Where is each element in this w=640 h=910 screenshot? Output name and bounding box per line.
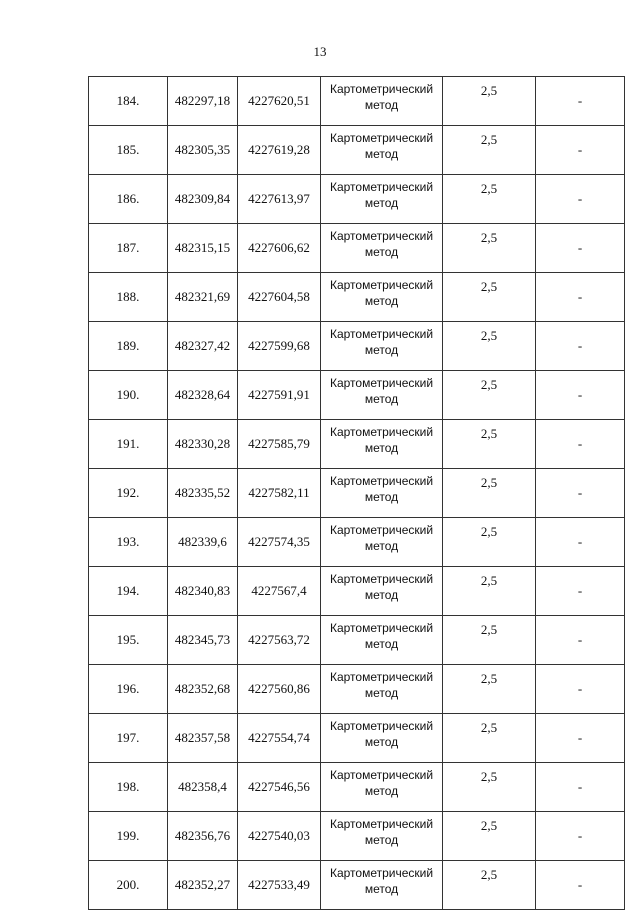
method-line-1: Картометрический	[329, 474, 434, 488]
method-cell	[321, 812, 443, 861]
table-row	[89, 518, 625, 567]
table-row	[89, 714, 625, 763]
method-cell	[321, 77, 443, 126]
accuracy-cell: 2,5	[443, 469, 536, 518]
table-row	[89, 665, 625, 714]
table-row	[89, 763, 625, 812]
point-number-cell: 187.	[89, 224, 168, 273]
x-coordinate-cell: 482357,58	[168, 714, 238, 763]
table-body	[89, 77, 625, 910]
method-line-1: Картометрический	[329, 572, 434, 586]
x-coordinate-cell: 482297,18	[168, 77, 238, 126]
point-number-cell: 195.	[89, 616, 168, 665]
point-number-cell: 192.	[89, 469, 168, 518]
point-number-cell: 185.	[89, 126, 168, 175]
description-cell: -	[536, 77, 625, 126]
x-coordinate-cell: 482356,76	[168, 812, 238, 861]
y-coordinate-cell: 4227585,79	[238, 420, 321, 469]
method-line-2: метод	[364, 441, 399, 455]
y-coordinate-cell: 4227567,4	[238, 567, 321, 616]
method-cell	[321, 126, 443, 175]
method-line-2: метод	[364, 539, 399, 553]
description-cell: -	[536, 861, 625, 910]
point-number-cell: 188.	[89, 273, 168, 322]
method-line-1: Картометрический	[329, 768, 434, 782]
y-coordinate-cell: 4227554,74	[238, 714, 321, 763]
accuracy-cell: 2,5	[443, 567, 536, 616]
description-cell: -	[536, 665, 625, 714]
x-coordinate-cell: 482339,6	[168, 518, 238, 567]
method-line-2: метод	[364, 637, 399, 651]
y-coordinate-cell: 4227582,11	[238, 469, 321, 518]
method-cell	[321, 714, 443, 763]
method-cell	[321, 567, 443, 616]
method-line-2: метод	[364, 490, 399, 504]
x-coordinate-cell: 482358,4	[168, 763, 238, 812]
method-cell	[321, 371, 443, 420]
description-cell: -	[536, 273, 625, 322]
table-row	[89, 224, 625, 273]
method-cell	[321, 224, 443, 273]
method-line-1: Картометрический	[329, 180, 434, 194]
x-coordinate-cell: 482321,69	[168, 273, 238, 322]
method-cell	[321, 175, 443, 224]
method-cell	[321, 861, 443, 910]
table-row	[89, 812, 625, 861]
description-cell: -	[536, 714, 625, 763]
method-cell	[321, 273, 443, 322]
accuracy-cell: 2,5	[443, 420, 536, 469]
y-coordinate-cell: 4227574,35	[238, 518, 321, 567]
x-coordinate-cell: 482328,64	[168, 371, 238, 420]
y-coordinate-cell: 4227591,91	[238, 371, 321, 420]
method-line-2: метод	[364, 245, 399, 259]
table-row	[89, 126, 625, 175]
accuracy-cell: 2,5	[443, 126, 536, 175]
accuracy-cell: 2,5	[443, 812, 536, 861]
method-line-2: метод	[364, 833, 399, 847]
x-coordinate-cell: 482335,52	[168, 469, 238, 518]
point-number-cell: 184.	[89, 77, 168, 126]
method-line-2: метод	[364, 343, 399, 357]
method-line-2: метод	[364, 392, 399, 406]
method-line-2: метод	[364, 98, 399, 112]
y-coordinate-cell: 4227619,28	[238, 126, 321, 175]
method-cell	[321, 763, 443, 812]
method-line-1: Картометрический	[329, 278, 434, 292]
point-number-cell: 196.	[89, 665, 168, 714]
method-line-1: Картометрический	[329, 82, 434, 96]
accuracy-cell: 2,5	[443, 175, 536, 224]
x-coordinate-cell: 482352,68	[168, 665, 238, 714]
method-cell	[321, 322, 443, 371]
accuracy-cell: 2,5	[443, 763, 536, 812]
description-cell: -	[536, 469, 625, 518]
accuracy-cell: 2,5	[443, 224, 536, 273]
point-number-cell: 191.	[89, 420, 168, 469]
point-number-cell: 190.	[89, 371, 168, 420]
method-cell	[321, 616, 443, 665]
point-number-cell: 199.	[89, 812, 168, 861]
description-cell: -	[536, 420, 625, 469]
y-coordinate-cell: 4227604,58	[238, 273, 321, 322]
description-cell: -	[536, 616, 625, 665]
table-row	[89, 175, 625, 224]
accuracy-cell: 2,5	[443, 616, 536, 665]
y-coordinate-cell: 4227546,56	[238, 763, 321, 812]
method-cell	[321, 469, 443, 518]
accuracy-cell: 2,5	[443, 665, 536, 714]
method-line-1: Картометрический	[329, 670, 434, 684]
point-number-cell: 198.	[89, 763, 168, 812]
x-coordinate-cell: 482330,28	[168, 420, 238, 469]
coordinates-table	[88, 76, 625, 910]
method-cell	[321, 518, 443, 567]
y-coordinate-cell: 4227606,62	[238, 224, 321, 273]
table-row	[89, 616, 625, 665]
method-line-1: Картометрический	[329, 229, 434, 243]
y-coordinate-cell: 4227540,03	[238, 812, 321, 861]
point-number-cell: 194.	[89, 567, 168, 616]
description-cell: -	[536, 322, 625, 371]
x-coordinate-cell: 482305,35	[168, 126, 238, 175]
table-row	[89, 861, 625, 910]
method-line-1: Картометрический	[329, 425, 434, 439]
method-cell	[321, 420, 443, 469]
method-line-2: метод	[364, 588, 399, 602]
point-number-cell: 186.	[89, 175, 168, 224]
method-line-1: Картометрический	[329, 866, 434, 880]
point-number-cell: 189.	[89, 322, 168, 371]
method-line-2: метод	[364, 147, 399, 161]
method-line-2: метод	[364, 784, 399, 798]
x-coordinate-cell: 482340,83	[168, 567, 238, 616]
description-cell: -	[536, 518, 625, 567]
accuracy-cell: 2,5	[443, 77, 536, 126]
y-coordinate-cell: 4227560,86	[238, 665, 321, 714]
table-row	[89, 469, 625, 518]
method-line-1: Картометрический	[329, 131, 434, 145]
description-cell: -	[536, 175, 625, 224]
point-number-cell: 197.	[89, 714, 168, 763]
method-cell	[321, 665, 443, 714]
point-number-cell: 193.	[89, 518, 168, 567]
method-line-2: метод	[364, 686, 399, 700]
x-coordinate-cell: 482345,73	[168, 616, 238, 665]
method-line-2: метод	[364, 882, 399, 896]
x-coordinate-cell: 482309,84	[168, 175, 238, 224]
table-row	[89, 371, 625, 420]
point-number-cell: 200.	[89, 861, 168, 910]
table-row	[89, 77, 625, 126]
y-coordinate-cell: 4227599,68	[238, 322, 321, 371]
method-line-2: метод	[364, 196, 399, 210]
y-coordinate-cell: 4227563,72	[238, 616, 321, 665]
description-cell: -	[536, 224, 625, 273]
description-cell: -	[536, 126, 625, 175]
description-cell: -	[536, 371, 625, 420]
accuracy-cell: 2,5	[443, 322, 536, 371]
x-coordinate-cell: 482315,15	[168, 224, 238, 273]
page-number: 13	[313, 44, 327, 59]
description-cell: -	[536, 812, 625, 861]
accuracy-cell: 2,5	[443, 861, 536, 910]
method-line-1: Картометрический	[329, 621, 434, 635]
table-row	[89, 420, 625, 469]
y-coordinate-cell: 4227533,49	[238, 861, 321, 910]
method-line-2: метод	[364, 735, 399, 749]
description-cell: -	[536, 567, 625, 616]
y-coordinate-cell: 4227613,97	[238, 175, 321, 224]
method-line-1: Картометрический	[329, 327, 434, 341]
accuracy-cell: 2,5	[443, 273, 536, 322]
x-coordinate-cell: 482327,42	[168, 322, 238, 371]
method-line-1: Картометрический	[329, 523, 434, 537]
accuracy-cell: 2,5	[443, 518, 536, 567]
method-line-1: Картометрический	[329, 719, 434, 733]
accuracy-cell: 2,5	[443, 371, 536, 420]
y-coordinate-cell: 4227620,51	[238, 77, 321, 126]
table-row	[89, 567, 625, 616]
method-line-1: Картометрический	[329, 817, 434, 831]
description-cell: -	[536, 763, 625, 812]
table-row	[89, 273, 625, 322]
accuracy-cell: 2,5	[443, 714, 536, 763]
method-line-1: Картометрический	[329, 376, 434, 390]
method-line-2: метод	[364, 294, 399, 308]
table-row	[89, 322, 625, 371]
x-coordinate-cell: 482352,27	[168, 861, 238, 910]
